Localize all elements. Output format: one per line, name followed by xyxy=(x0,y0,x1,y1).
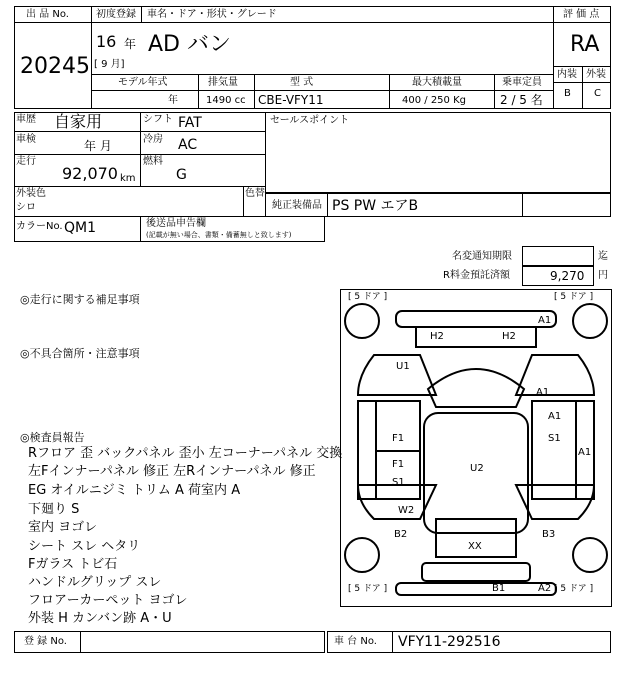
car-damage-diagram xyxy=(340,289,612,607)
interior-grade: B xyxy=(564,88,571,99)
door-count-top-right: [ 5 ドア ] xyxy=(554,292,594,302)
fuel: G xyxy=(176,167,187,183)
mark-s1-roof: S1 xyxy=(548,433,561,444)
color-label: 外装色 xyxy=(16,188,46,199)
car-name-label: 車名・ドア・形状・グレード xyxy=(147,9,277,20)
report-line: シート スレ ヘタリ xyxy=(28,539,141,554)
door-count-top-left: [ 5 ドア ] xyxy=(348,292,388,302)
model-year-label: モデル年式 xyxy=(118,77,168,88)
model-year-unit: 年 xyxy=(168,95,178,106)
history: 自家用 xyxy=(54,112,103,131)
recycle-fee-unit: 円 xyxy=(598,270,608,281)
overall-grade: RA xyxy=(570,32,600,57)
mark-a1-right-front: A1 xyxy=(536,387,550,398)
ac-label: 冷房 xyxy=(143,134,163,145)
car-name: AD バン xyxy=(148,32,231,57)
mark-s1-left: S1 xyxy=(392,477,405,488)
declaration-note: (記載が無い場合、書類・備蓄無しと致します) xyxy=(146,231,292,239)
mark-h2-right: H2 xyxy=(502,331,516,342)
door-count-bottom-right: [ 5 ドア ] xyxy=(554,584,594,594)
chassis-no-label: 車 台 No. xyxy=(334,636,377,647)
mark-w2: W2 xyxy=(398,505,415,516)
inspection: 年 月 xyxy=(84,139,112,153)
air-conditioning: AC xyxy=(178,137,198,153)
inspection-label: 車検 xyxy=(16,134,36,145)
registration-year: 16 xyxy=(96,32,117,51)
report-line: 下廻り S xyxy=(28,502,80,517)
color-no-label: カラーNo. xyxy=(16,221,63,232)
mark-b1: B1 xyxy=(492,583,506,594)
max-load-label: 最大積載量 xyxy=(412,77,462,88)
inspector-report-label: ◎検査員報告 xyxy=(20,431,85,444)
report-line: 左Fインナーパネル 修正 左Rインナーパネル 修正 xyxy=(28,464,316,479)
report-line: 室内 ヨゴレ xyxy=(28,520,98,535)
mark-u1: U1 xyxy=(396,361,410,372)
name-change-deadline-box xyxy=(522,246,594,266)
color-change-label: 色替 xyxy=(245,188,265,199)
report-line: Fガラス トビ石 xyxy=(28,557,118,572)
report-line: Rフロア 歪 バックパネル 歪小 左コーナーパネル 交換 xyxy=(28,446,343,461)
exterior-color: シロ xyxy=(16,202,36,213)
type-label: 型 式 xyxy=(290,77,314,88)
shift-label: シフト xyxy=(143,114,173,125)
mileage-label: 走行 xyxy=(16,156,36,167)
mark-a2: A2 xyxy=(538,583,552,594)
color-number: QM1 xyxy=(64,220,97,236)
report-line: ハンドルグリップ スレ xyxy=(28,575,162,590)
lot-label: 出 品 No. xyxy=(26,9,69,20)
registration-month: [ 9 月] xyxy=(94,59,125,70)
exterior-label: 外装 xyxy=(586,69,606,80)
recycle-fee: 9,270 xyxy=(550,269,585,283)
defects-label: ◎不具合箇所・注意事項 xyxy=(20,347,140,360)
shift: FAT xyxy=(178,115,202,131)
mark-f1-left: F1 xyxy=(392,433,405,444)
mark-a1-top: A1 xyxy=(538,315,552,326)
mark-a1-right: A1 xyxy=(578,447,592,458)
color-box xyxy=(14,186,266,217)
model-type: CBE-VFY11 xyxy=(258,93,324,107)
report-line: フロアーカーペット ヨゴレ xyxy=(28,593,188,608)
registration-no-label: 登 録 No. xyxy=(24,636,67,647)
max-load: 400 / 250 Kg xyxy=(402,95,466,106)
first-registration-label: 初度登録 xyxy=(96,9,136,20)
mark-b2: B2 xyxy=(394,529,408,540)
mark-h2-left: H2 xyxy=(430,331,444,342)
report-line: 外装 H カンバン跡 A・U xyxy=(28,611,172,626)
report-line: EG オイルニジミ トリム A 荷室内 A xyxy=(28,483,241,498)
deadline-unit: 迄 xyxy=(598,251,608,262)
mileage-unit: km xyxy=(120,173,136,184)
mark-f1-left-2: F1 xyxy=(392,459,405,470)
chassis-number: VFY11-292516 xyxy=(398,634,501,650)
interior-label: 内装 xyxy=(557,69,577,80)
capacity-label: 乗車定員 xyxy=(502,77,542,88)
registration-year-unit: 年 xyxy=(124,37,137,51)
equipment-label: 純正装備品 xyxy=(272,200,322,211)
capacity: 2 / 5 名 xyxy=(500,93,543,107)
displacement: 1490 cc xyxy=(206,95,246,106)
door-count-bottom-left: [ 5 ドア ] xyxy=(348,584,388,594)
history-label: 車歴 xyxy=(16,114,36,125)
mark-b3: B3 xyxy=(542,529,556,540)
lot-number: 20245 xyxy=(20,54,90,79)
declaration-label: 後送品申告欄 xyxy=(146,218,206,229)
fuel-label: 燃料 xyxy=(143,156,163,167)
sales-point-label: セールスポイント xyxy=(270,115,350,126)
recycle-fee-label: R料金預託済額 xyxy=(443,270,510,281)
exterior-grade: C xyxy=(594,88,601,99)
running-supplement-label: ◎走行に関する補足事項 xyxy=(20,293,140,306)
name-change-deadline-label: 名変通知期限 xyxy=(452,251,512,262)
mark-xx: XX xyxy=(468,541,482,552)
mark-u2: U2 xyxy=(470,463,484,474)
displacement-label: 排気量 xyxy=(208,77,238,88)
equipment: PS PW エアB xyxy=(332,198,419,214)
mark-a1-roof: A1 xyxy=(548,411,562,422)
mileage: 92,070 xyxy=(62,164,118,183)
grade-label: 評 価 点 xyxy=(563,9,600,20)
